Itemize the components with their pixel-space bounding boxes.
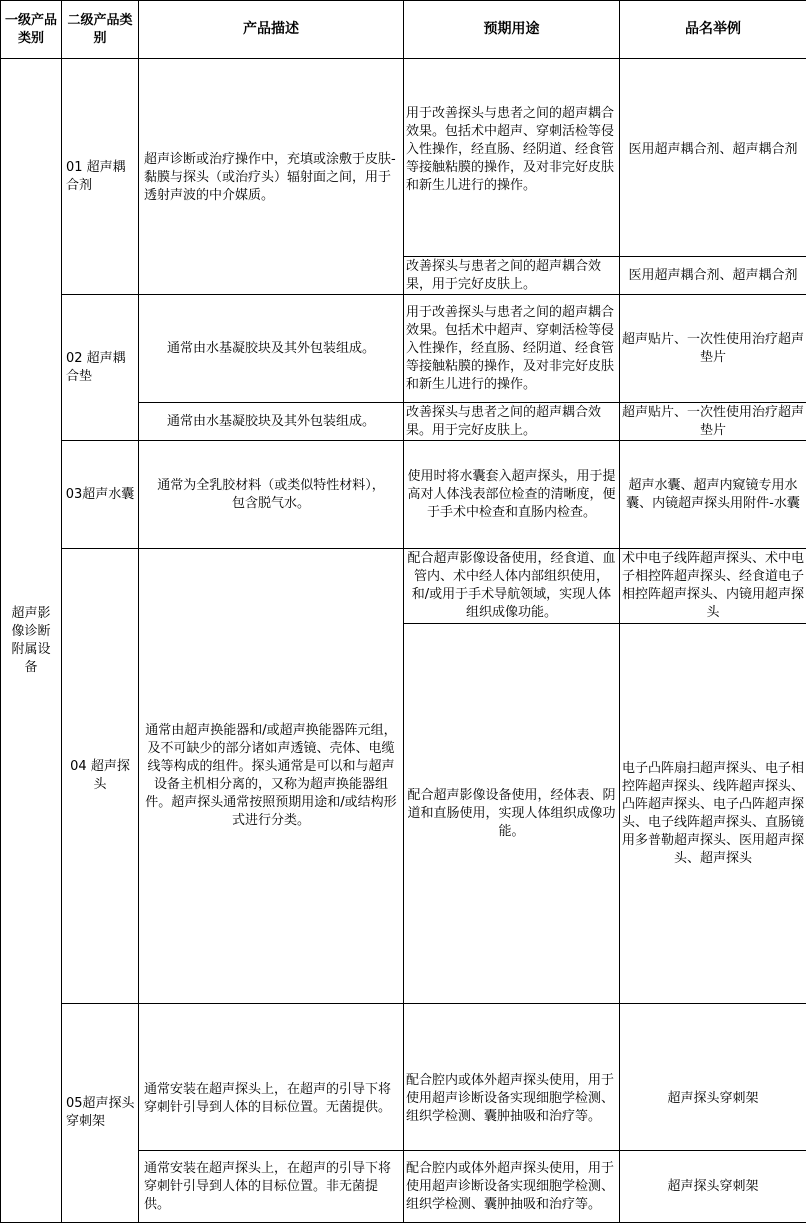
level2-category: 05超声探头穿刺架 [62,1004,139,1223]
intended-use: 配合超声影像设备使用，经食道、血管内、术中经人体内部组织使用，和/或用于手术导航领域，实现人体组织成像功能。 [404,549,620,624]
product-description: 通常由超声换能器和/或超声换能器阵元组，及不可缺少的部分诸如声透镜、壳体、电缆线等构成的组件。探头通常是可以和与超声设备主机相分离的，又称为超声换能器组件。超声探头通常按照预期用途和/或结构形式进行分类。 [139,549,404,1004]
product-description: 通常安装在超声探头上，在超声的引导下将穿刺针引导到人体的目标位置。非无菌提供。 [139,1151,404,1223]
table-row [1,441,806,549]
product-description: 超声诊断或治疗操作中，充填或涂敷于皮肤-黏膜与探头（或治疗头）辐射面之间，用于透射声波的中介媒质。 [139,59,404,295]
product-examples: 超声探头穿刺架 [620,1151,806,1223]
intended-use: 配合腔内或体外超声探头使用，用于使用超声诊断设备实现细胞学检测、组织学检测、囊肿抽吸和治疗等。 [404,1049,620,1151]
spacer-cell [404,1004,620,1049]
product-description: 通常由水基凝胶块及其外包装组成。 [139,295,404,403]
intended-use: 用于改善探头与患者之间的超声耦合效果。包括术中超声、穿刺活检等侵入性操作，经直肠、经阴道、经食管等接触粘膜的操作，及对非完好皮肤和新生儿进行的操作。 [404,59,620,257]
header-level1: 一级产品类别 [1,1,62,59]
level2-category: 01 超声耦合剂 [62,59,139,295]
product-examples: 超声贴片、一次性使用治疗超声垫片 [620,295,806,403]
level2-category: 03超声水囊 [62,441,139,549]
level2-category: 04 超声探头 [62,549,139,1004]
product-examples: 医用超声耦合剂、超声耦合剂 [620,257,806,295]
spacer-cell [620,1004,806,1049]
product-examples: 术中电子线阵超声探头、术中电子相控阵超声探头、经食道电子相控阵超声探头、内镜用超声探头 [620,549,806,624]
intended-use: 配合超声影像设备使用，经体表、阴道和直肠使用，实现人体组织成像功能。 [404,624,620,1004]
table-row [1,59,806,257]
product-description: 通常由水基凝胶块及其外包装组成。 [139,403,404,441]
intended-use: 配合腔内或体外超声探头使用，用于使用超声诊断设备实现细胞学检测、组织学检测、囊肿抽吸和治疗等。 [404,1151,620,1223]
intended-use: 使用时将水囊套入超声探头，用于提高对人体浅表部位检查的清晰度，便于手术中检查和直肠内检查。 [404,441,620,549]
table-row [1,549,806,624]
product-examples: 超声水囊、超声内窥镜专用水囊、内镜超声探头用附件-水囊 [620,441,806,549]
product-examples: 医用超声耦合剂、超声耦合剂 [620,59,806,257]
product-examples: 超声探头穿刺架 [620,1049,806,1151]
intended-use: 改善探头与患者之间的超声耦合效果。用于完好皮肤上。 [404,403,620,441]
level2-category: 02 超声耦合垫 [62,295,139,441]
intended-use: 用于改善探头与患者之间的超声耦合效果。包括术中超声、穿刺活检等侵入性操作，经直肠、经阴道、经食管等接触粘膜的操作，及对非完好皮肤和新生儿进行的操作。 [404,295,620,403]
table-row [1,1004,806,1049]
product-examples: 超声贴片、一次性使用治疗超声垫片 [620,403,806,441]
header-examples: 品名举例 [620,1,806,59]
intended-use: 改善探头与患者之间的超声耦合效果，用于完好皮肤上。 [404,257,620,295]
header-description: 产品描述 [139,1,404,59]
header-row [1,1,806,59]
product-description: 通常为全乳胶材料（或类似特性材料），包含脱气水。 [139,441,404,549]
spacer-cell [139,1004,404,1049]
product-description: 通常安装在超声探头上，在超声的引导下将穿刺针引导到人体的目标位置。无菌提供。 [139,1049,404,1151]
table-row [1,295,806,403]
header-intended-use: 预期用途 [404,1,620,59]
product-examples: 电子凸阵扇扫超声探头、电子相控阵超声探头、线阵超声探头、凸阵超声探头、电子凸阵超声探头、电子线阵超声探头、直肠镜用多普勒超声探头、医用超声探头、超声探头 [620,624,806,1004]
header-level2: 二级产品类别 [62,1,139,59]
level1-category: 超声影像诊断附属设备 [1,59,62,1223]
